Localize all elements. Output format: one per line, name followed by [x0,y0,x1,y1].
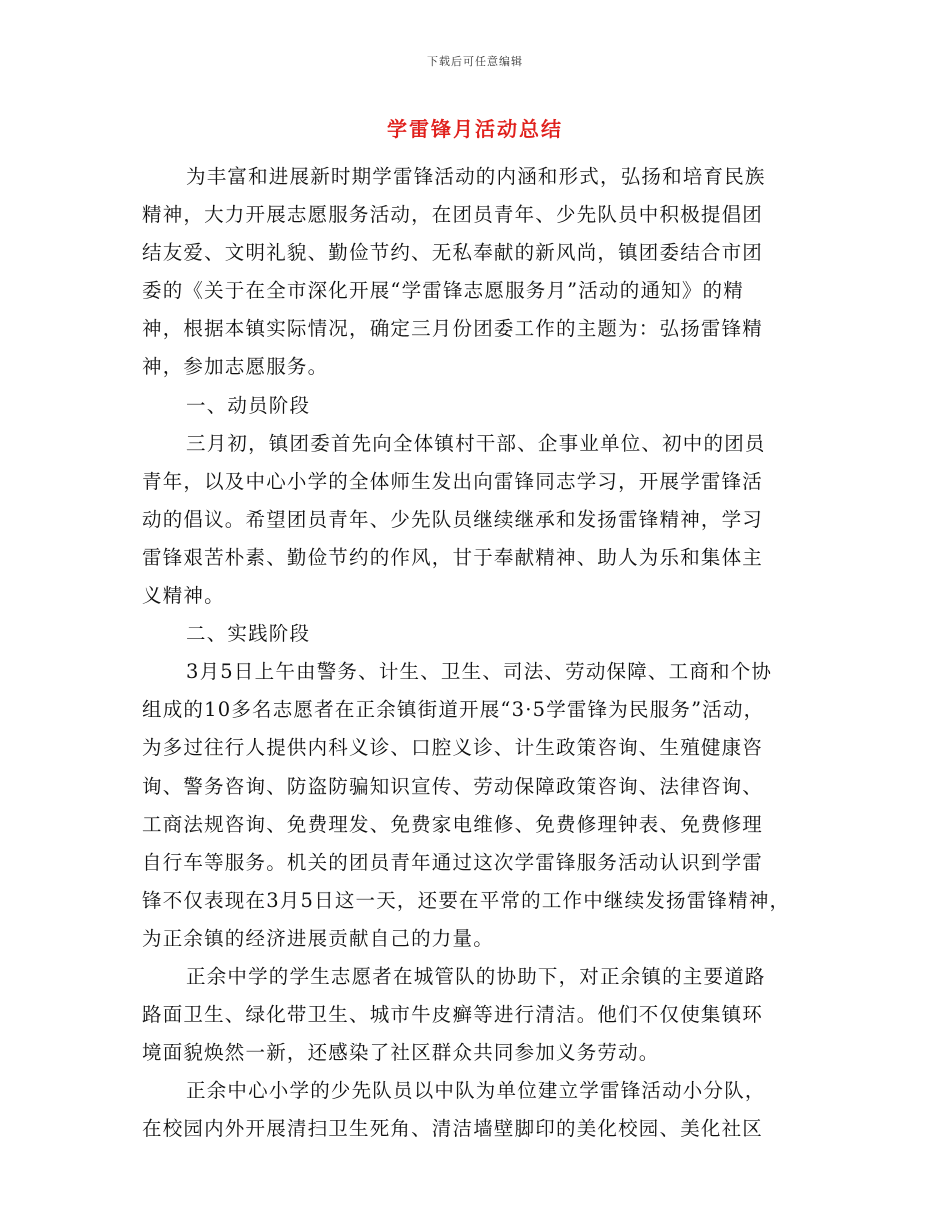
text-line: 三月初，镇团委首先向全体镇村干部、企事业单位、初中的团员 [186,431,766,455]
text-line: 3月5日上午由警务、计生、卫生、司法、劳动保障、工商和个协 [186,660,773,684]
text-line: 结友爱、文明礼貌、勤俭节约、无私奉献的新风尚，镇团委结合市团 [142,241,764,265]
text-line: 锋不仅表现在3月5日这一天，还要在平常的工作中继续发扬雷锋精神， [142,888,791,912]
document-title: 学雷锋月活动总结 [387,117,563,141]
text-line: 工商法规咨询、免费理发、免费家电维修、免费修理钟表、免费修理 [142,812,764,836]
text-line: 一、动员阶段 [186,393,311,417]
text-line: 境面貌焕然一新，还感染了社区群众共同参加义务劳动。 [142,1041,660,1065]
text-line: 神，参加志愿服务。 [142,355,329,379]
text-line: 组成的10多名志愿者在正余镇街道开展“3·5学雷锋为民服务”活动， [142,698,765,722]
text-line: 委的《关于在全市深化开展“学雷锋志愿服务月”活动的通知》的精 [142,279,744,303]
page-header-note: 下载后可任意编辑 [427,55,523,68]
text-line: 路面卫生、绿化带卫生、城市牛皮癣等进行清洁。他们不仅使集镇环 [142,1003,764,1027]
text-line: 为丰富和进展新时期学雷锋活动的内涵和形式，弘扬和培育民族 [186,165,766,188]
text-line: 自行车等服务。机关的团员青年通过这次学雷锋服务活动认识到学雷 [142,850,764,874]
text-line: 青年，以及中心小学的全体师生发出向雷锋同志学习，开展学雷锋活 [142,469,764,493]
text-line: 二、实践阶段 [186,622,311,646]
text-line: 正余中心小学的少先队员以中队为单位建立学雷锋活动小分队， [186,1079,766,1103]
text-line: 询、警务咨询、防盗防骗知识宣传、劳动保障政策咨询、法律咨询、 [142,774,764,798]
text-line: 动的倡议。希望团员青年、少先队员继续继承和发扬雷锋精神，学习 [142,507,764,531]
text-line: 义精神。 [142,584,225,608]
document-body [142,158,818,1148]
text-line: 精神，大力开展志愿服务活动，在团员青年、少先队员中积极提倡团 [142,203,764,227]
text-line: 在校园内外开展清扫卫生死角、清洁墙壁脚印的美化校园、美化社区 [142,1117,764,1141]
text-line: 正余中学的学生志愿者在城管队的协助下，对正余镇的主要道路 [186,964,766,988]
text-line: 为正余镇的经济进展贡献自己的力量。 [142,926,494,950]
text-line: 为多过往行人提供内科义诊、口腔义诊、计生政策咨询、生殖健康咨 [142,736,764,760]
text-line: 神，根据本镇实际情况，确定三月份团委工作的主题为：弘扬雷锋精 [142,317,764,341]
text-line: 雷锋艰苦朴素、勤俭节约的作风，甘于奉献精神、助人为乐和集体主 [142,545,764,569]
